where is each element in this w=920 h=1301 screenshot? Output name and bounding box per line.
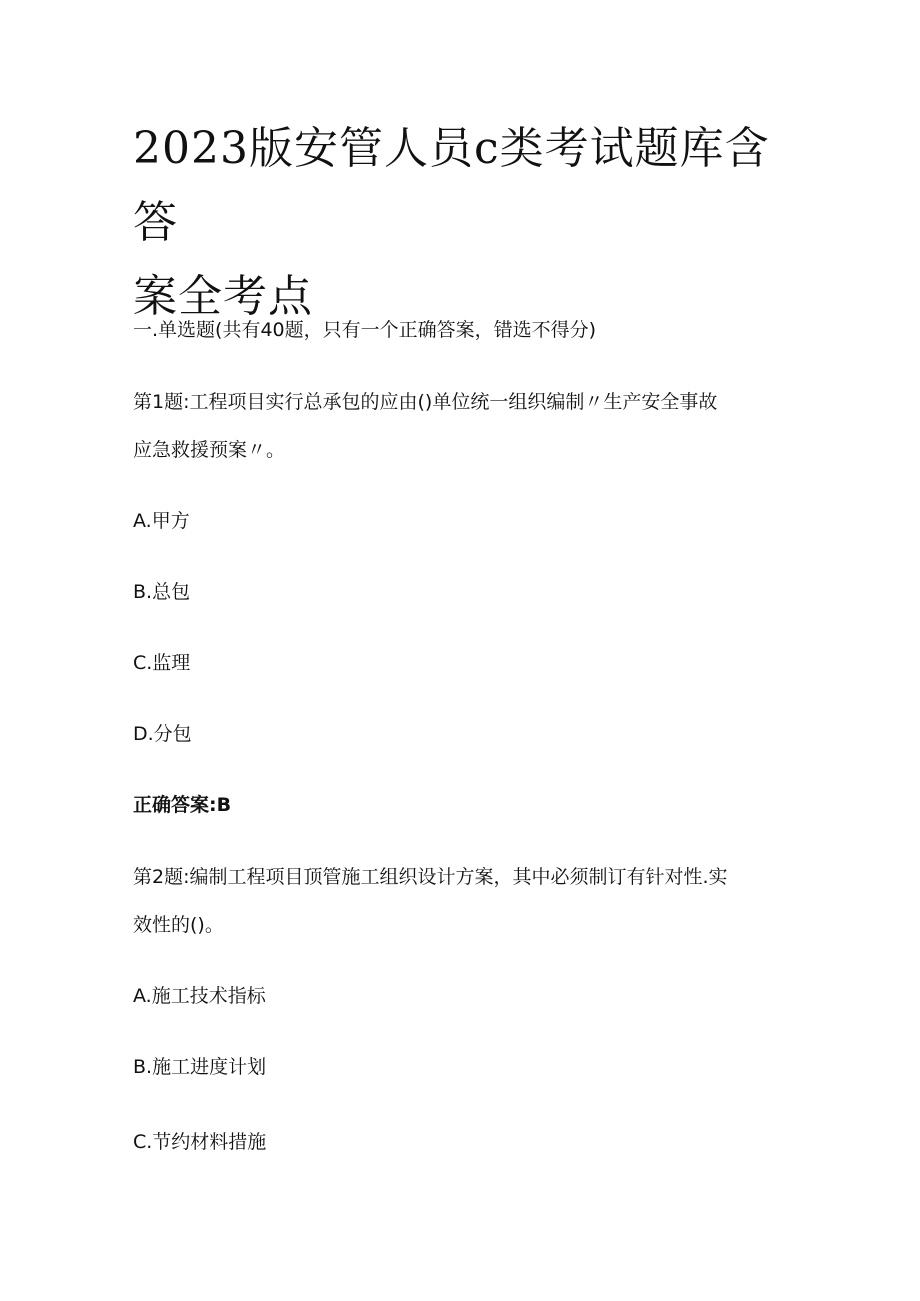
question-2-option-a: A.施工技术指标 — [133, 985, 266, 1007]
document-title-line-2: 案全考点 — [133, 271, 313, 322]
document-title — [133, 112, 793, 334]
question-1-option-c: C.监理 — [133, 652, 191, 674]
question-1-stem-line-1: 第1题:工程项目实行总承包的应由()单位统一组织编制〃生产安全事故 — [133, 391, 718, 413]
question-2-stem-line-1: 第2题:编制工程项目顶管施工组织设计方案，其中必须制订有针对性.实 — [133, 866, 728, 888]
section-heading: 一.单选题(共有40题，只有一个正确答案，错选不得分) — [133, 319, 597, 341]
document-title-line-1: 2023版安管人员c类考试题库含答 — [133, 123, 770, 248]
question-2-stem-line-2: 效性的()。 — [133, 914, 224, 936]
question-1-option-a: A.甲方 — [133, 510, 190, 532]
question-1-stem-line-2: 应急救援预案〃。 — [133, 439, 286, 461]
question-1-option-d: D.分包 — [133, 723, 192, 745]
question-2-option-b: B.施工进度计划 — [133, 1056, 267, 1078]
question-1-answer: 正确答案:B — [133, 794, 232, 816]
question-1-option-b: B.总包 — [133, 581, 191, 603]
question-2-option-c: C.节约材料措施 — [133, 1131, 267, 1153]
